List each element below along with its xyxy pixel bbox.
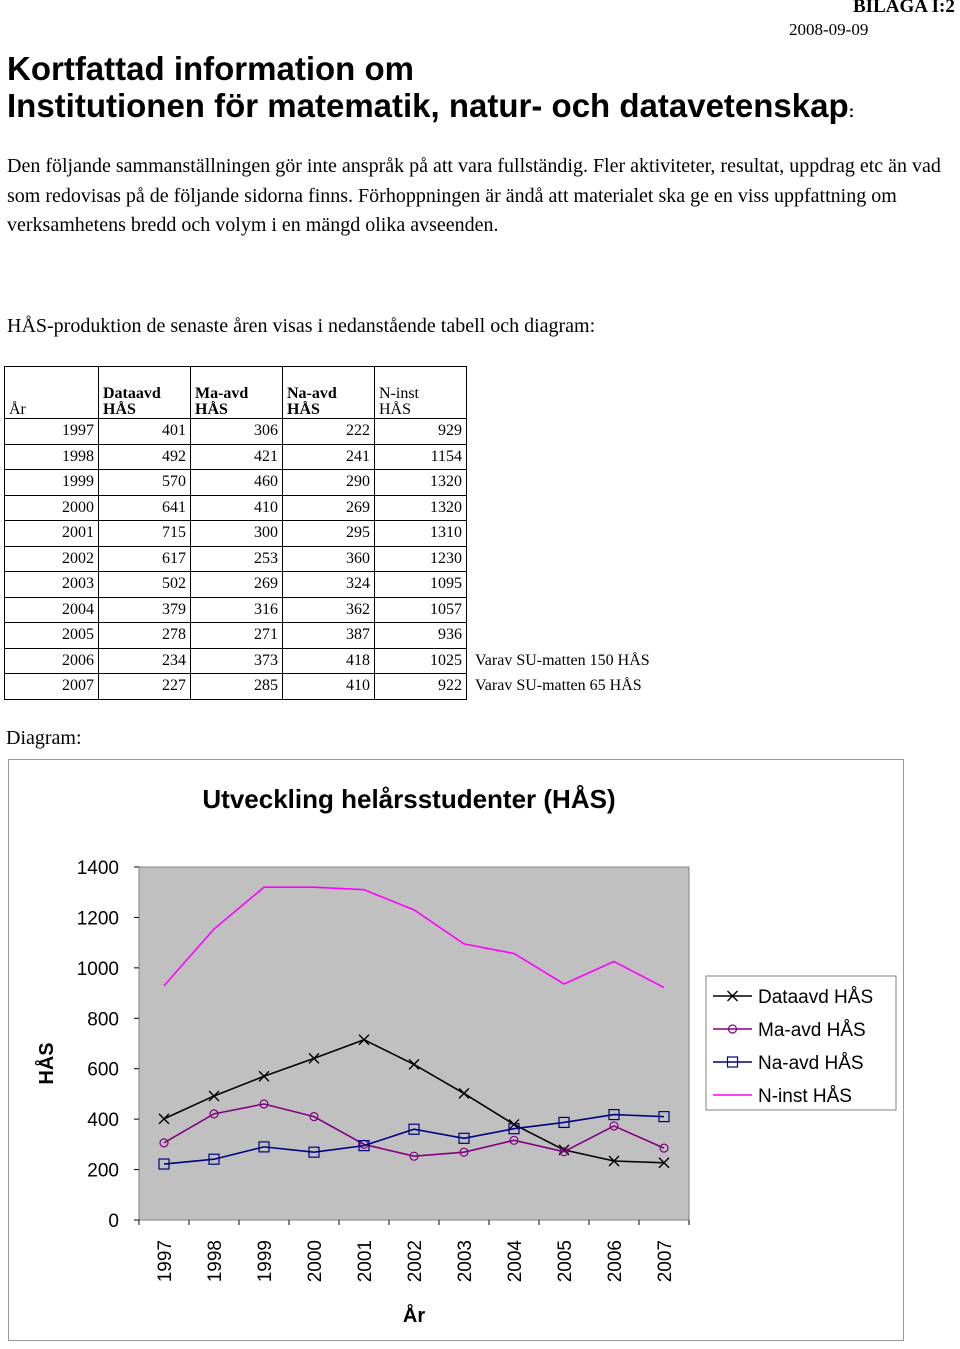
table-row-note [467,521,651,547]
x-tick-label: 2003 [455,1240,476,1283]
table-cell-year: 1998 [5,444,99,470]
table-row-note: Varav SU-matten 150 HÅS [475,651,650,669]
table-cell-value: 410 [191,495,283,521]
x-tick-label: 2002 [405,1240,426,1283]
table-cell-value: 222 [283,419,375,445]
table-row [5,648,651,674]
table-cell-value: 401 [99,419,191,445]
table-cell-value: 269 [283,495,375,521]
table-cell-year: 2001 [5,521,99,547]
table-cell-value: 253 [191,546,283,572]
table-row [5,470,651,496]
plot-area [139,867,689,1220]
table-cell-value: 379 [99,597,191,623]
table-header-dataavd [99,367,191,419]
legend-label: Ma-avd HÅS [758,1020,866,1041]
table-cell-value: 1057 [375,597,467,623]
has-chart [8,759,904,1341]
table-cell-year: 2000 [5,495,99,521]
x-tick-label: 2005 [555,1240,576,1283]
table-header-year: År [5,367,99,419]
table-cell-year: 2004 [5,597,99,623]
chart-title: Utveckling helårsstudenter (HÅS) [202,784,616,814]
table-cell-value: 1230 [375,546,467,572]
table-header-line2: HÅS [287,401,320,418]
title-line-1: Kortfattad information om [7,50,414,87]
x-tick-label: 2000 [305,1240,326,1283]
table-cell-value: 387 [283,623,375,649]
table-cell-value: 316 [191,597,283,623]
table-cell-value: 929 [375,419,467,445]
y-tick-label: 400 [87,1110,119,1132]
table-cell-value: 360 [283,546,375,572]
table-header-n-inst [375,367,467,419]
diagram-label: Diagram: [6,727,82,749]
x-tick-label: 1997 [155,1240,176,1283]
table-cell-value: 421 [191,444,283,470]
legend-label: N-inst HÅS [758,1086,852,1107]
table-cell-value: 641 [99,495,191,521]
x-tick-label: 1998 [205,1240,226,1283]
table-cell-value: 241 [283,444,375,470]
table-cell-value: 1320 [375,495,467,521]
title-line-2-text: Institutionen för matematik, natur- och datavetenskap [7,87,849,124]
table-cell-value: 306 [191,419,283,445]
page-title [7,50,854,130]
table-row [5,444,651,470]
table-row [5,623,651,649]
table-row [5,495,651,521]
table-header-line1: N-inst [379,385,419,402]
has-table-body [5,367,651,700]
table-row [5,572,651,598]
table-intro-text: HÅS-produktion de senaste åren visas i nedanstående tabell och diagram: [7,315,596,337]
table-header-line2: HÅS [195,401,228,418]
x-tick-label: 1999 [255,1240,276,1283]
table-cell-value: 410 [283,674,375,700]
x-tick-label: 2004 [505,1240,526,1283]
y-axis-label: HÅS [36,1042,58,1085]
document-date: 2008-09-09 [789,20,869,39]
table-row [5,597,651,623]
table-cell-value: 227 [99,674,191,700]
table-cell-year: 1997 [5,419,99,445]
table-row-note [467,470,651,496]
table-row-note [467,444,651,470]
table-cell-value: 234 [99,648,191,674]
x-axis-label: År [402,1305,426,1327]
table-cell-value: 617 [99,546,191,572]
table-cell-value: 1310 [375,521,467,547]
x-tick-label: 2006 [605,1240,626,1283]
table-cell-year: 2005 [5,623,99,649]
table-row [5,674,651,700]
table-row [5,546,651,572]
table-header-na-avd [283,367,375,419]
has-chart-svg [9,760,903,1340]
table-row-note [467,597,651,623]
title-colon: : [848,102,855,121]
table-cell-value: 373 [191,648,283,674]
table-cell-value: 271 [191,623,283,649]
has-table [4,366,651,700]
table-row-note [467,623,651,649]
table-row-note [467,572,651,598]
table-cell-year: 2002 [5,546,99,572]
table-cell-value: 290 [283,470,375,496]
table-cell-value: 492 [99,444,191,470]
table-cell-value: 1025 [375,648,467,674]
table-row-note [467,495,651,521]
table-row-note [467,419,651,445]
table-header-ma-avd [191,367,283,419]
table-row-note: Varav SU-matten 65 HÅS [475,677,642,695]
x-tick-label: 2007 [655,1240,676,1283]
y-tick-label: 800 [87,1009,119,1031]
table-cell-year: 1999 [5,470,99,496]
table-header-line1: Ma-avd [195,385,249,402]
table-header-line1: Dataavd [103,385,161,402]
intro-paragraph: Den följande sammanställningen gör inte anspråk på att vara fullständig. Fler aktiviteter, resultat, uppdrag etc än vad som redovisas på de följande sidorna finns. Förhoppningen är ändå att materialet ska ge en viss uppfattning om verksamhetens bredd och volym i en mängd olika avseenden. [7,155,941,236]
table-cell-value: 269 [191,572,283,598]
y-tick-label: 1000 [76,958,119,980]
table-cell-value: 324 [283,572,375,598]
table-cell-value: 295 [283,521,375,547]
table-row [5,419,651,445]
table-cell-value: 936 [375,623,467,649]
table-header-line1: Na-avd [287,385,337,402]
x-tick-label: 2001 [355,1240,376,1283]
table-cell-value: 1095 [375,572,467,598]
table-cell-value: 460 [191,470,283,496]
table-cell-value: 418 [283,648,375,674]
attachment-label: BILAGA I:2 [853,0,955,17]
table-header-line2: HÅS [379,401,412,418]
table-cell-year: 2006 [5,648,99,674]
y-tick-label: 1400 [76,858,119,879]
table-cell-value: 502 [99,572,191,598]
table-row-note [467,546,651,572]
table-cell-value: 285 [191,674,283,700]
table-header-row [5,367,651,419]
table-header-line2: HÅS [103,401,136,418]
table-cell-value: 1154 [375,444,467,470]
table-cell-value: 278 [99,623,191,649]
table-cell-value: 922 [375,674,467,700]
table-cell-value: 1320 [375,470,467,496]
y-tick-label: 600 [87,1059,119,1081]
table-cell-value: 570 [99,470,191,496]
table-cell-value: 715 [99,521,191,547]
y-tick-label: 200 [87,1160,119,1182]
table-cell-value: 362 [283,597,375,623]
title-line-2 [7,87,854,130]
table-row [5,521,651,547]
table-cell-value: 300 [191,521,283,547]
legend-label: Na-avd HÅS [758,1053,864,1074]
table-cell-year: 2003 [5,572,99,598]
table-cell-year: 2007 [5,674,99,700]
y-tick-label: 1200 [76,908,119,930]
y-tick-label: 0 [108,1211,119,1232]
legend-label: Dataavd HÅS [758,987,874,1008]
